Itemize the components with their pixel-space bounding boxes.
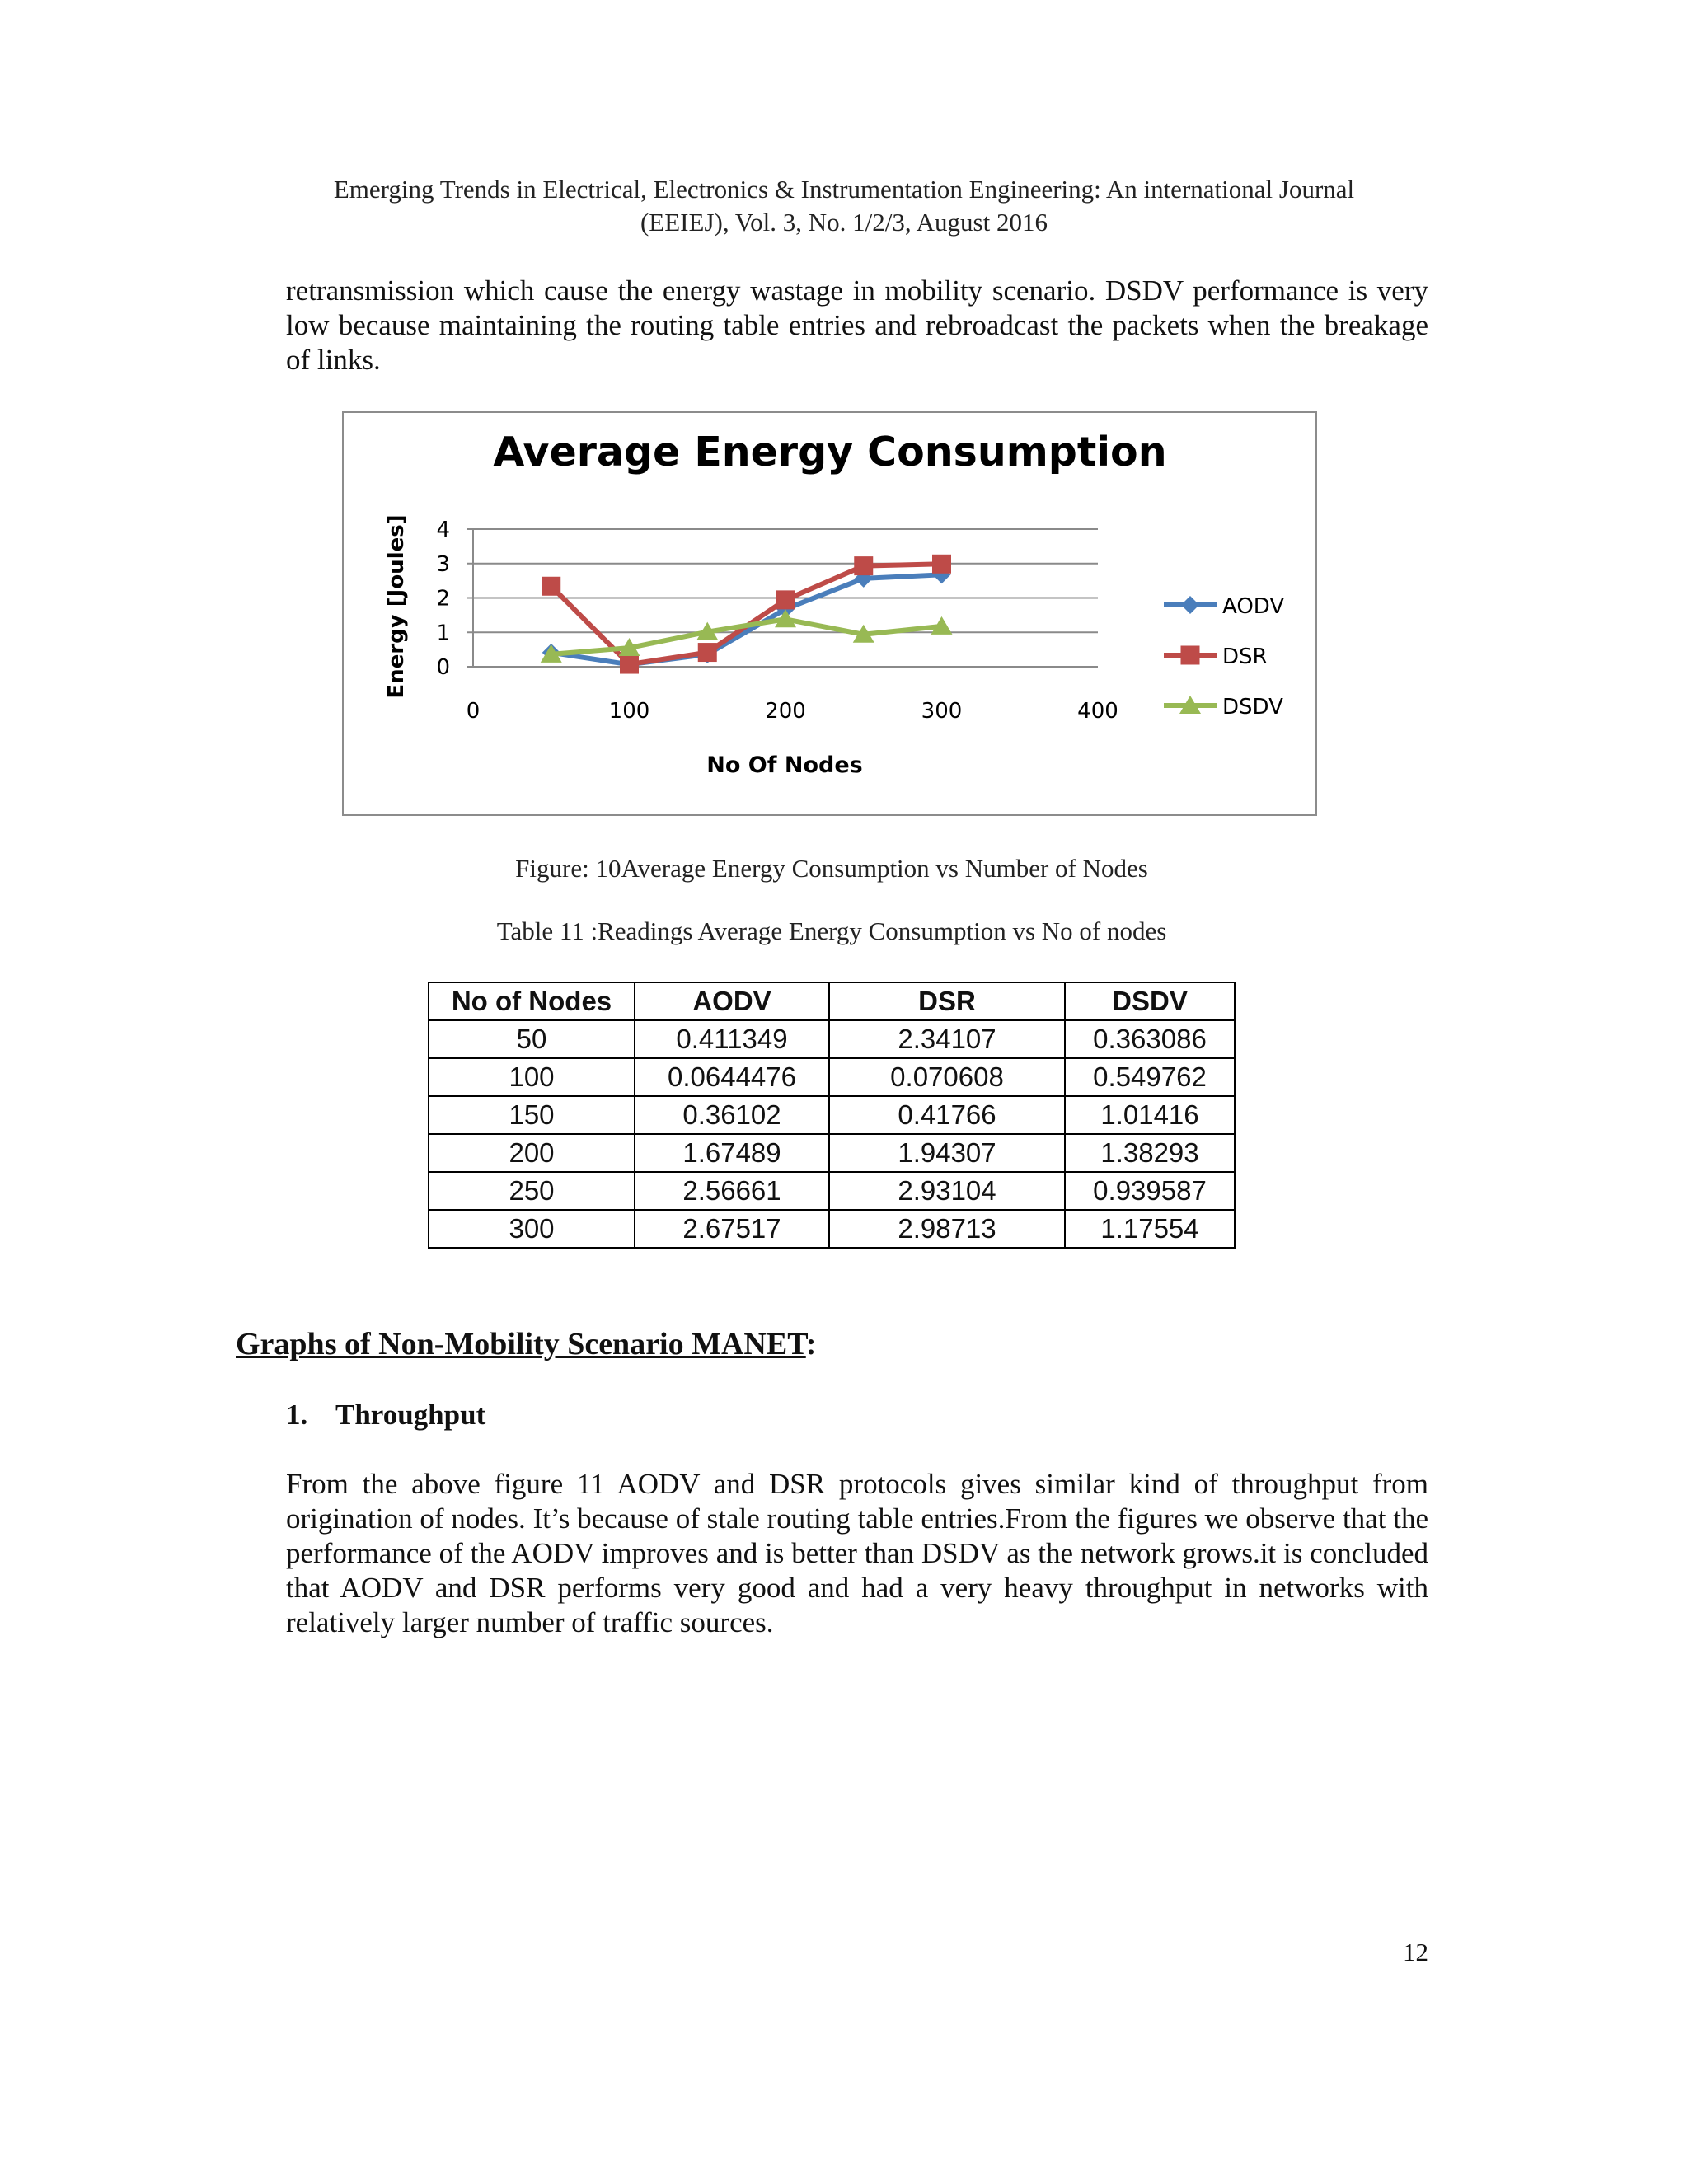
x-tick-label: 300 bbox=[921, 699, 963, 724]
cell-dsdv: 0.363086 bbox=[1065, 1020, 1235, 1058]
series-line-dsdv bbox=[551, 619, 942, 654]
cell-dsdv: 0.939587 bbox=[1065, 1172, 1235, 1210]
header-dsr: DSR bbox=[829, 982, 1065, 1020]
chart-y-axis-label: Energy [Joules] bbox=[384, 514, 409, 699]
cell-dsdv: 1.38293 bbox=[1065, 1134, 1235, 1172]
cell-dsr: 1.94307 bbox=[829, 1134, 1065, 1172]
figure-caption: Figure: 10Average Energy Consumption vs Number of Nodes bbox=[515, 854, 1148, 883]
legend-label-aodv: AODV bbox=[1222, 594, 1285, 619]
cell-dsdv: 0.549762 bbox=[1065, 1058, 1235, 1096]
cell-nodes: 50 bbox=[429, 1020, 635, 1058]
x-tick-label: 400 bbox=[1077, 699, 1118, 724]
energy-chart-svg bbox=[344, 413, 1315, 814]
subsection-title: Throughput bbox=[335, 1399, 486, 1431]
running-header bbox=[0, 173, 1688, 239]
cell-nodes: 150 bbox=[429, 1096, 635, 1134]
subsection-heading bbox=[286, 1399, 485, 1432]
cell-nodes: 100 bbox=[429, 1058, 635, 1096]
table-row bbox=[429, 1134, 1235, 1172]
legend-marker-aodv bbox=[1181, 596, 1199, 614]
table-row bbox=[429, 1020, 1235, 1058]
table-row bbox=[429, 1058, 1235, 1096]
throughput-paragraph: From the above figure 11 AODV and DSR protocols gives similar kind of throughput from origination of nodes. It’s because of stale routing table entries.From the figures we observe that the performance of the AODV improves and is better than DSDV as the network grows.it is concluded that AODV and DSR performs very good and had a very heavy throughput in networks with relatively larger number of traffic sources. bbox=[286, 1468, 1428, 1638]
data-point-dsr bbox=[933, 555, 951, 573]
energy-readings-table bbox=[428, 982, 1236, 1249]
legend-label-dsr: DSR bbox=[1222, 644, 1268, 669]
cell-dsr: 0.41766 bbox=[829, 1096, 1065, 1134]
y-tick-label: 0 bbox=[436, 655, 450, 680]
legend-label-dsdv: DSDV bbox=[1222, 695, 1283, 719]
cell-aodv: 2.67517 bbox=[635, 1210, 829, 1248]
data-point-dsr bbox=[776, 591, 795, 609]
header-nodes: No of Nodes bbox=[429, 982, 635, 1020]
x-tick-label: 200 bbox=[765, 699, 806, 724]
legend-marker-dsr bbox=[1181, 646, 1199, 664]
section-title-colon: : bbox=[805, 1327, 817, 1361]
data-point-dsr bbox=[855, 557, 873, 575]
cell-aodv: 1.67489 bbox=[635, 1134, 829, 1172]
x-tick-label: 0 bbox=[466, 699, 481, 724]
cell-nodes: 200 bbox=[429, 1134, 635, 1172]
cell-nodes: 300 bbox=[429, 1210, 635, 1248]
subsection-number: 1. bbox=[286, 1399, 308, 1431]
header-aodv: AODV bbox=[635, 982, 829, 1020]
header-dsdv: DSDV bbox=[1065, 982, 1235, 1020]
intro-paragraph: retransmission which cause the energy wastage in mobility scenario. DSDV performance is very low because maintaining the routing table entries and rebroadcast the packets when the breakage of links. bbox=[286, 274, 1428, 376]
table-header-row bbox=[429, 982, 1235, 1020]
page-number: 12 bbox=[1403, 1938, 1428, 1966]
header-line-2: (EEIEJ), Vol. 3, No. 1/2/3, August 2016 bbox=[640, 208, 1048, 237]
y-tick-label: 4 bbox=[436, 518, 450, 542]
data-point-dsr bbox=[698, 644, 716, 662]
chart-x-axis-label: No Of Nodes bbox=[706, 752, 863, 778]
chart-title: Average Energy Consumption bbox=[493, 429, 1167, 476]
cell-aodv: 0.36102 bbox=[635, 1096, 829, 1134]
cell-dsr: 2.98713 bbox=[829, 1210, 1065, 1248]
y-tick-label: 1 bbox=[436, 621, 450, 646]
cell-dsdv: 1.17554 bbox=[1065, 1210, 1235, 1248]
energy-chart bbox=[342, 411, 1317, 816]
cell-aodv: 0.0644476 bbox=[635, 1058, 829, 1096]
cell-aodv: 2.56661 bbox=[635, 1172, 829, 1210]
header-line-1: Emerging Trends in Electrical, Electronics & Instrumentation Engineering: An international Journal bbox=[333, 175, 1355, 204]
cell-dsdv: 1.01416 bbox=[1065, 1096, 1235, 1134]
cell-aodv: 0.411349 bbox=[635, 1020, 829, 1058]
data-point-dsr bbox=[542, 577, 560, 595]
table-row bbox=[429, 1210, 1235, 1248]
y-tick-label: 3 bbox=[436, 551, 450, 577]
data-point-dsr bbox=[621, 655, 639, 673]
cell-nodes: 250 bbox=[429, 1172, 635, 1210]
cell-dsr: 2.34107 bbox=[829, 1020, 1065, 1058]
y-tick-label: 2 bbox=[436, 586, 450, 612]
table-row bbox=[429, 1172, 1235, 1210]
table-caption: Table 11 :Readings Average Energy Consumption vs No of nodes bbox=[496, 916, 1167, 945]
table-row bbox=[429, 1096, 1235, 1134]
cell-dsr: 2.93104 bbox=[829, 1172, 1065, 1210]
section-title-text: Graphs of Non-Mobility Scenario MANET bbox=[236, 1327, 806, 1361]
cell-dsr: 0.070608 bbox=[829, 1058, 1065, 1096]
x-tick-label: 100 bbox=[608, 699, 650, 724]
section-title bbox=[236, 1326, 816, 1362]
